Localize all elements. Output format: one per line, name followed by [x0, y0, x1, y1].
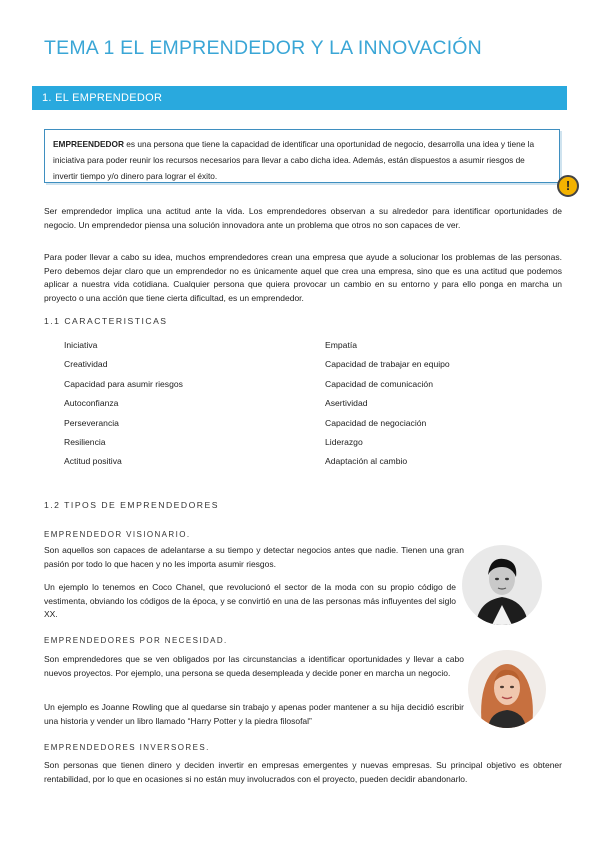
list-item: Creatividad — [64, 359, 108, 370]
paragraph-company: Para poder llevar a cabo su idea, muchos emprendedores crean una empresa que ayude a solucionar los problemas de las personas. Pero debemos dejar claro que un emprendedor no es únicamente aquel que crea una empresa, sino que es una actitud que podemos aplicar a nuestra vida cotidiana. Cualquier persona que quiera provocar un cambio en su entorno y para ello ponga en marcha un proyecto o una acción que tiene cierta dificultad, es un emprendedor. — [44, 252, 562, 303]
list-item: Resiliencia — [64, 436, 106, 447]
investors-label: EMPRENDEDORES INVERSORES. — [44, 743, 210, 752]
list-item: Adaptación al cambio — [325, 456, 408, 467]
visionary-paragraph-2: Un ejemplo lo tenemos en Coco Chanel, que revolucionó el sector de la moda con su propio código de vestimenta, obviando los códigos de la época, y se convirtió en una de las personas más influyentes del siglo XX. — [44, 582, 456, 620]
visionary-paragraph-1: Son aquellos son capaces de adelantarse a su tiempo y detectar negocios antes que nadie. Tienen una gran pasión por todo lo que hacen y no les importa asumir riesgos. — [44, 545, 464, 569]
list-item: Asertividad — [325, 398, 368, 409]
necessity-label: EMPRENDEDORES POR NECESIDAD. — [44, 636, 228, 645]
characteristics-left-list — [64, 340, 183, 476]
list-item: Empatía — [325, 340, 358, 350]
list-item: Capacidad de negociación — [325, 417, 427, 428]
list-item: Iniciativa — [64, 340, 98, 350]
necessity-paragraph-2: Un ejemplo es Joanne Rowling que al quedarse sin trabajo y apenas poder mantener a su hija decidió escribir una historia y vender un libro llamado “Harry Potter y la piedra filosofal” — [44, 702, 464, 726]
paragraph-intro: Ser emprendedor implica una actitud ante la vida. Los emprendedores observan a su alrededor para identificar oportunidades de negocio. Un emprendedor piensa una solución innovadora ante un problema que otros no son capaces de ver. — [44, 206, 562, 230]
section-header: 1. EL EMPRENDEDOR — [32, 86, 567, 110]
list-item: Capacidad de comunicación — [325, 378, 433, 389]
characteristics-heading: 1.1 CARACTERISTICAS — [44, 316, 168, 326]
list-item: Liderazgo — [325, 436, 363, 447]
list-item: Actitud positiva — [64, 456, 122, 467]
investors-paragraph-1: Son personas que tienen dinero y deciden invertir en empresas emergentes y nuevas empresas. Su principal objetivo es obtener rentabilidad, por lo que en ocasiones si no están muy involucrados con el proyecto, pueden decidir abandonarlo. — [44, 760, 562, 784]
list-item: Capacidad para asumir riesgos — [64, 378, 183, 389]
coco-chanel-photo — [462, 545, 542, 625]
joanne-rowling-photo — [468, 650, 546, 728]
types-heading: 1.2 TIPOS DE EMPRENDEDORES — [44, 500, 219, 510]
list-item: Autoconfianza — [64, 398, 119, 409]
necessity-paragraph-1: Son emprendedores que se ven obligados por las circunstancias a identificar oportunidades y llevar a cabo nuevos proyectos. Por ejemplo, una persona se queda desempleada y decide poner en marcha un negocio. — [44, 654, 464, 678]
list-item: Capacidad de trabajar en equipo — [325, 359, 450, 370]
visionary-label: EMPRENDEDOR VISIONARIO. — [44, 530, 191, 539]
definition-text: es una persona que tiene la capacidad de identificar una oportunidad de negocio, desarrolla una idea y tiene la iniciativa para poder reunir los recursos necesarios para llevar a cabo dicha idea. Además, están dispuestos a asumir riesgos de invertir tiempo y/o dinero para lograr el éxito. — [53, 139, 535, 181]
warning-icon: ! — [557, 175, 579, 197]
characteristics-right-list — [325, 340, 450, 476]
definition-box — [44, 129, 560, 183]
definition-term: EMPREENDEDOR — [53, 139, 124, 149]
list-item: Perseverancia — [64, 417, 119, 428]
page-title: TEMA 1 EL EMPRENDEDOR Y LA INNOVACIÓN — [44, 37, 482, 59]
